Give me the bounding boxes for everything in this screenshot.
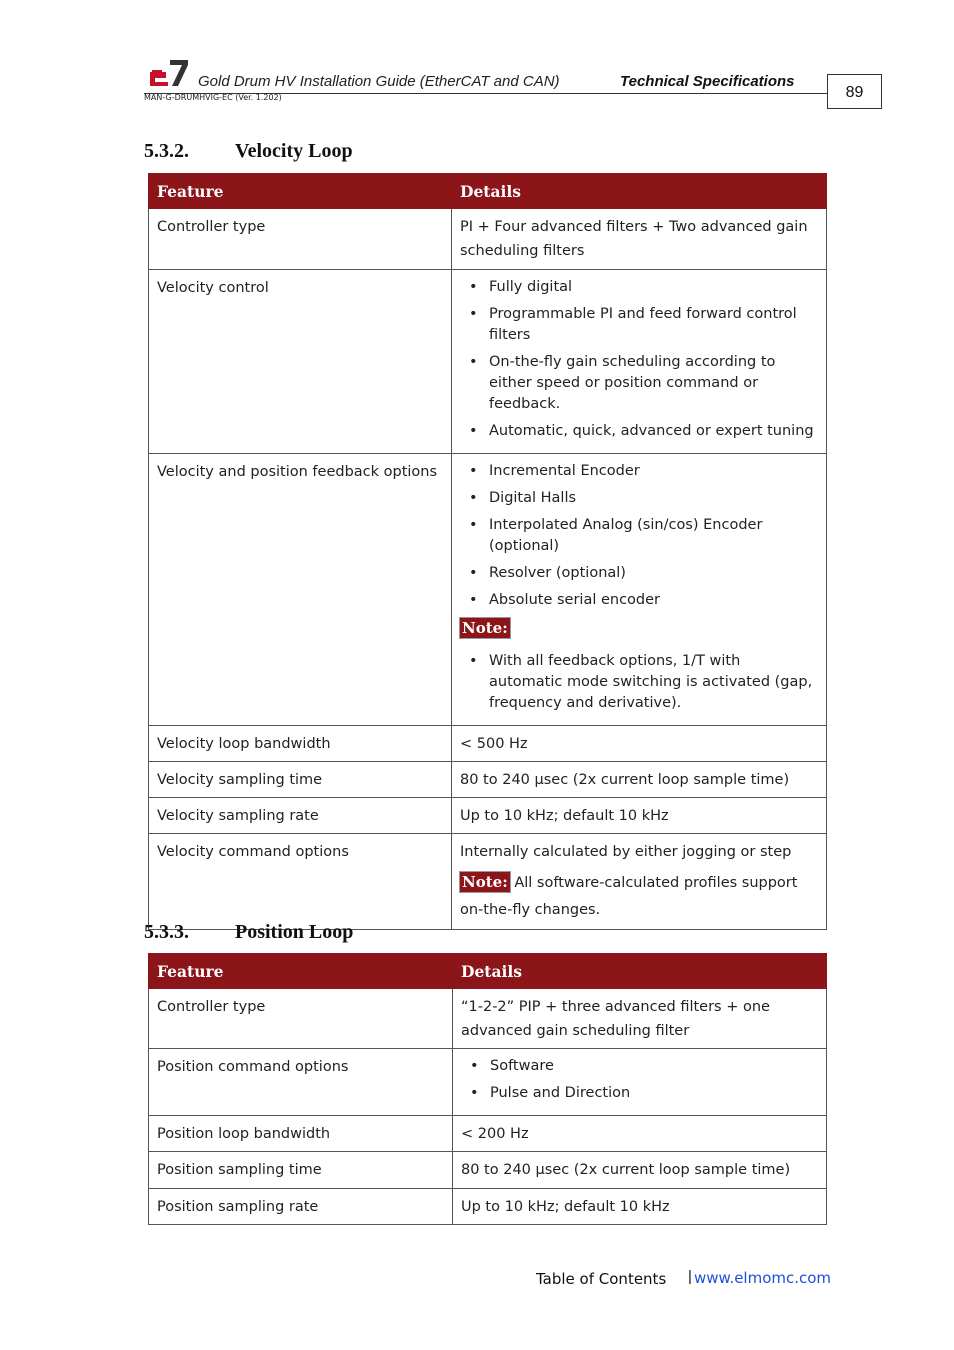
table-row: [149, 270, 827, 454]
details-cell: 80 to 240 µsec (2x current loop sample time): [453, 1152, 827, 1189]
feature-cell: Velocity command options: [149, 834, 452, 930]
position-heading: [144, 921, 353, 944]
col-feature: Feature: [149, 954, 453, 989]
details-cell: < 500 Hz: [452, 726, 827, 762]
details-cell: Up to 10 kHz; default 10 kHz: [453, 1189, 827, 1225]
feature-cell: Velocity control: [149, 270, 452, 454]
table-of-contents-link[interactable]: Table of Contents: [536, 1270, 667, 1288]
list-item: • Digital Halls: [489, 488, 818, 509]
table-row: [149, 989, 827, 1049]
list-item: • Automatic, quick, advanced or expert tuning: [489, 421, 818, 442]
footer-separator: |: [688, 1268, 692, 1285]
feature-cell: Position loop bandwidth: [149, 1116, 453, 1152]
note-bullet-list: [460, 651, 818, 714]
list-item: • Software: [490, 1056, 818, 1077]
feature-cell: Controller type: [149, 989, 453, 1049]
col-details: Details: [452, 174, 827, 209]
list-item: • Interpolated Analog (sin/cos) Encoder (optional): [489, 515, 818, 557]
col-details: Details: [453, 954, 827, 989]
note-block: [460, 617, 818, 641]
details-cell: [452, 270, 827, 454]
details-cell: [452, 454, 827, 726]
table-row: [149, 726, 827, 762]
velocity-table: [148, 173, 827, 930]
feature-cell: Position sampling time: [149, 1152, 453, 1189]
list-item: • Programmable PI and feed forward control filters: [489, 304, 818, 346]
note-label: Note:: [462, 619, 508, 637]
table-row: [149, 454, 827, 726]
page-number: 89: [827, 74, 882, 109]
details-cell: PI + Four advanced filters + Two advanced gain scheduling filters: [452, 209, 827, 270]
feature-cell: Velocity sampling rate: [149, 798, 452, 834]
feature-cell: Velocity sampling time: [149, 762, 452, 798]
details-cell: [452, 834, 827, 930]
website-link[interactable]: www.elmomc.com: [694, 1269, 832, 1287]
table-row: [149, 1152, 827, 1189]
table-row: [149, 1116, 827, 1152]
table-header-row: [149, 954, 827, 989]
table-row: [149, 762, 827, 798]
velocity-heading: [144, 140, 353, 163]
feature-cell: Controller type: [149, 209, 452, 270]
list-item: • Pulse and Direction: [490, 1083, 818, 1104]
bullet-list: [460, 461, 818, 611]
list-item: • Resolver (optional): [489, 563, 818, 584]
list-item: • Fully digital: [489, 277, 818, 298]
table-row: [149, 834, 827, 930]
position-heading-title: Position Loop: [235, 921, 354, 943]
list-item: • Absolute serial encoder: [489, 590, 818, 611]
details-cell: [453, 1049, 827, 1116]
table-row: [149, 209, 827, 270]
bullet-list: [460, 277, 818, 442]
elmo-logo-icon: [148, 58, 190, 88]
table-row: [149, 798, 827, 834]
col-feature: Feature: [149, 174, 452, 209]
note-label: Note:: [462, 873, 508, 891]
feature-cell: Velocity loop bandwidth: [149, 726, 452, 762]
feature-cell: Position command options: [149, 1049, 453, 1116]
table-row: [149, 1189, 827, 1225]
note-paragraph: [460, 870, 818, 924]
details-cell: “1-2-2” PIP + three advanced filters + one advanced gain scheduling filter: [453, 989, 827, 1049]
bullet-list: [461, 1056, 818, 1104]
table-header-row: [149, 174, 827, 209]
details-text: Internally calculated by either jogging or step: [460, 844, 792, 860]
velocity-heading-number: 5.3.2.: [144, 140, 189, 162]
list-item: • With all feedback options, 1/T with automatic mode switching is activated (gap, frequency and derivative).: [489, 651, 818, 714]
list-item: • Incremental Encoder: [489, 461, 818, 482]
table-row: [149, 1049, 827, 1116]
details-cell: 80 to 240 µsec (2x current loop sample time): [452, 762, 827, 798]
details-cell: Up to 10 kHz; default 10 kHz: [452, 798, 827, 834]
doc-title: Gold Drum HV Installation Guide (EtherCAT and CAN): [198, 73, 560, 90]
position-heading-number: 5.3.3.: [144, 921, 189, 943]
section-title: Technical Specifications: [620, 73, 795, 90]
position-table: [148, 953, 827, 1225]
feature-cell: Position sampling rate: [149, 1189, 453, 1225]
feature-cell: Velocity and position feedback options: [149, 454, 452, 726]
list-item: • On-the-fly gain scheduling according to either speed or position command or feedback.: [489, 352, 818, 415]
velocity-heading-title: Velocity Loop: [235, 140, 353, 162]
details-cell: < 200 Hz: [453, 1116, 827, 1152]
doc-code: MAN-G-DRUMHVIG-EC (Ver. 1.202): [144, 93, 282, 102]
note-text: All software-calculated profiles support on-the-fly changes.: [460, 875, 798, 918]
